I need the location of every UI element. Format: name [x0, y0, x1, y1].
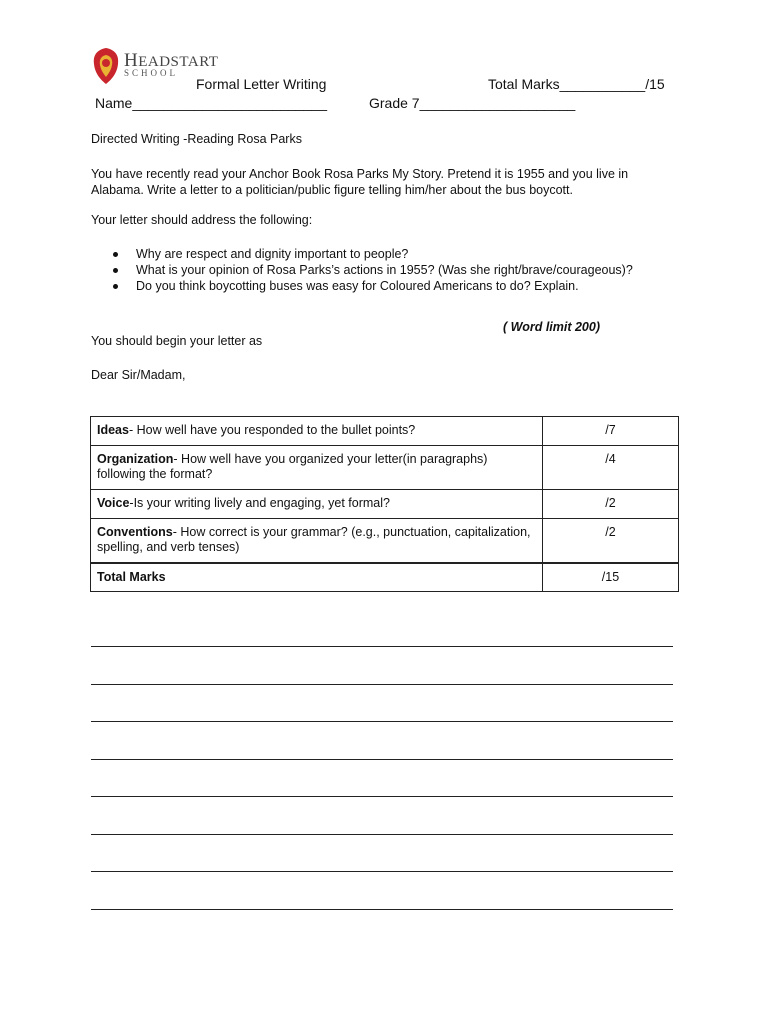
writing-line[interactable]	[91, 871, 673, 872]
assignment-prompt: You have recently read your Anchor Book Rosa Parks My Story. Pretend it is 1955 and you live in Alabama. Write a letter to a politician/public figure telling him/her about the bus boycott.	[91, 167, 629, 197]
rubric-criterion-cell: Organization- How well have you organized your letter(in paragraphs) following the format?	[91, 446, 543, 490]
rubric-score-cell: /2	[543, 490, 679, 519]
rubric-criterion-cell: Ideas- How well have you responded to the bullet points?	[91, 417, 543, 446]
assignment-heading: Directed Writing -Reading Rosa Parks	[91, 132, 302, 146]
bullet-icon	[113, 252, 118, 257]
logo-subtitle: SCHOOL	[124, 68, 179, 78]
rubric-total-score: /15	[543, 563, 679, 592]
table-row	[91, 563, 679, 592]
marking-rubric-table	[90, 416, 679, 592]
rubric-criterion-cell: Conventions- How correct is your grammar? (e.g., punctuation, capitalization, spelling, and verb tenses)	[91, 519, 543, 563]
writing-line[interactable]	[91, 759, 673, 760]
grade-field: Grade 7____________________	[369, 95, 576, 111]
writing-line[interactable]	[91, 646, 673, 647]
rubric-score-cell: /4	[543, 446, 679, 490]
address-instructions: Your letter should address the following:	[91, 213, 313, 227]
student-name-field: Name_________________________	[95, 95, 327, 111]
rubric-criterion-cell: Voice-Is your writing lively and engaging, yet formal?	[91, 490, 543, 519]
rubric-score-cell: /2	[543, 519, 679, 563]
word-limit-note: ( Word limit 200)	[503, 320, 601, 334]
table-row	[91, 519, 679, 563]
school-crest-icon	[90, 46, 122, 86]
list-item: Do you think boycotting buses was easy for Coloured Americans to do? Explain.	[91, 278, 633, 294]
writing-line[interactable]	[91, 834, 673, 835]
total-marks-field: Total Marks___________/15	[488, 76, 665, 92]
bullet-icon	[113, 268, 118, 273]
writing-line[interactable]	[91, 796, 673, 797]
rubric-score-cell: /7	[543, 417, 679, 446]
writing-line[interactable]	[91, 684, 673, 685]
writing-line[interactable]	[91, 909, 673, 910]
table-row	[91, 417, 679, 446]
table-row	[91, 446, 679, 490]
salutation: Dear Sir/Madam,	[91, 368, 186, 382]
table-row	[91, 490, 679, 519]
bullet-icon	[113, 284, 118, 289]
writing-line[interactable]	[91, 721, 673, 722]
logo-wordmark: HEADSTART	[124, 50, 219, 71]
begin-instruction: You should begin your letter as	[91, 334, 263, 348]
list-item: What is your opinion of Rosa Parks’s actions in 1955? (Was she right/brave/courageous)?	[91, 262, 633, 278]
worksheet-title: Formal Letter Writing	[196, 76, 327, 92]
list-item: Why are respect and dignity important to people?	[91, 246, 633, 262]
guiding-questions-list	[91, 246, 633, 294]
rubric-total-label: Total Marks	[91, 563, 543, 592]
school-logo	[88, 44, 219, 90]
